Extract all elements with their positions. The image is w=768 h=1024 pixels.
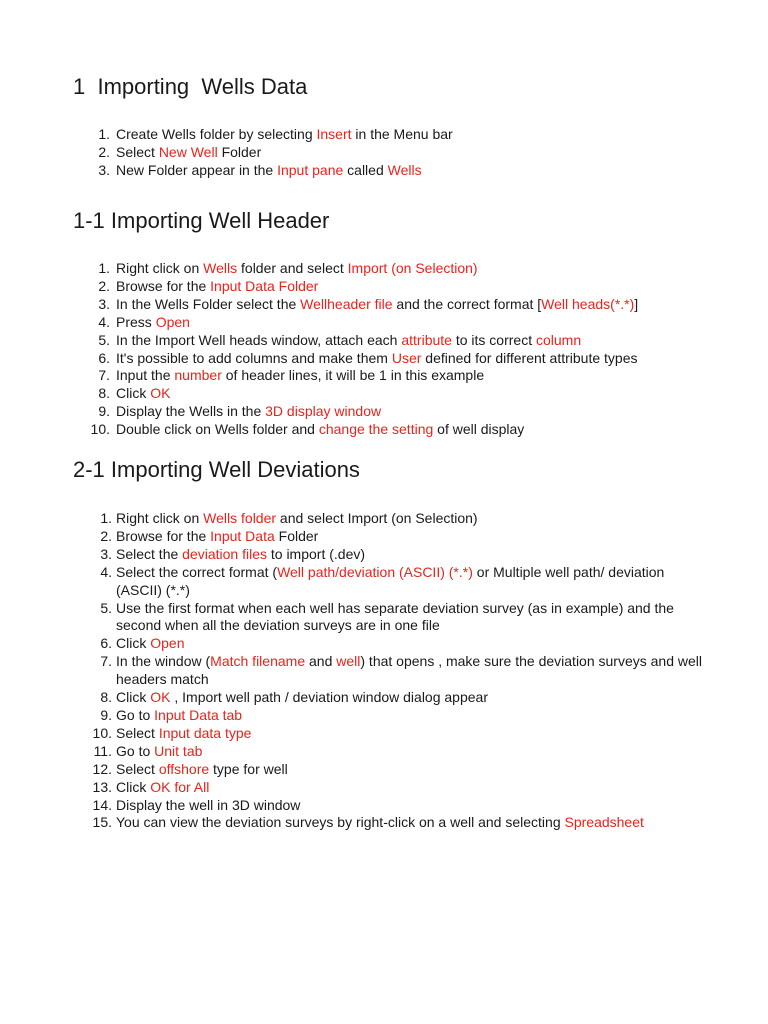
list-item-text	[116, 314, 190, 330]
highlighted-term: OK for All	[150, 778, 210, 795]
text-run: Input the	[116, 367, 175, 384]
list-item	[73, 564, 713, 600]
section-importing-well-header	[73, 208, 713, 438]
list-item-number: 2.	[98, 277, 110, 294]
text-run: called	[343, 161, 388, 178]
list-item	[73, 314, 638, 332]
highlighted-term: OK	[150, 689, 171, 706]
text-run: Display the Wells in the	[116, 403, 266, 420]
text-run: of header lines, it will be 1 in this example	[221, 367, 485, 384]
steps-list	[73, 510, 713, 832]
list-item-text	[116, 707, 242, 723]
list-item-number: 5.	[98, 331, 110, 348]
highlighted-term: Wellheader file	[300, 295, 393, 312]
text-run: ) that opens , make sure the deviation surveys and well headers match	[116, 653, 703, 688]
highlighted-term: Well heads(*.*)	[541, 295, 635, 312]
text-run: Press	[116, 313, 156, 330]
list-item	[73, 421, 638, 439]
highlighted-term: number	[174, 367, 222, 384]
text-run: Create Wells folder by selecting	[116, 126, 317, 142]
text-run: Select	[116, 724, 159, 741]
list-item-text	[116, 528, 318, 544]
highlighted-term: Open	[155, 313, 190, 330]
list-item	[73, 332, 638, 350]
text-run: and	[305, 653, 337, 670]
text-run: Select the	[116, 545, 183, 562]
list-item	[73, 707, 713, 725]
list-item	[73, 162, 453, 180]
highlighted-term: Insert	[316, 126, 352, 142]
list-item-text	[116, 367, 484, 383]
list-item	[73, 546, 713, 564]
list-item-number: 13.	[92, 778, 112, 795]
list-item-text	[116, 510, 478, 526]
text-run: type for well	[209, 760, 288, 777]
list-item-number: 6.	[98, 349, 110, 366]
text-run: In the Wells Folder select the	[116, 295, 301, 312]
list-item-number: 15.	[92, 814, 112, 831]
list-item	[73, 403, 638, 421]
steps-list	[73, 260, 638, 439]
list-item-number: 2.	[98, 143, 110, 160]
highlighted-term: Input pane	[277, 161, 344, 178]
text-run: Click	[116, 635, 151, 652]
steps-list	[73, 126, 453, 180]
highlighted-term: New Well	[158, 143, 218, 160]
list-item-text	[116, 546, 365, 562]
text-run: folder and select	[237, 260, 348, 276]
text-run: , Import well path / deviation window dialog appear	[170, 689, 488, 706]
highlighted-term: offshore	[158, 760, 210, 777]
list-item-number: 14.	[92, 796, 112, 813]
text-run: Folder	[274, 527, 319, 544]
highlighted-term: Match filename	[210, 653, 306, 670]
text-run: In the Import Well heads window, attach each	[116, 331, 402, 348]
text-run: Browse for the	[116, 277, 211, 294]
list-item-number: 9.	[98, 403, 110, 420]
text-run: Go to	[116, 706, 155, 723]
text-run: Folder	[217, 143, 262, 160]
text-run: Browse for the	[116, 527, 211, 544]
section-importing-well-deviations	[73, 457, 713, 831]
list-item	[73, 126, 453, 144]
list-item	[73, 367, 638, 385]
text-run: Select	[116, 143, 159, 160]
list-item	[73, 350, 638, 368]
text-run: to its correct	[451, 331, 536, 348]
text-run: Click	[116, 778, 151, 795]
list-item	[73, 653, 713, 689]
section-importing-wells-data	[73, 74, 713, 178]
text-run: In the window (	[116, 653, 211, 670]
list-item	[73, 385, 638, 403]
list-item-number: 12.	[92, 760, 112, 777]
list-item	[73, 635, 713, 653]
highlighted-term: Wells folder	[203, 510, 277, 526]
text-run: or Multiple well path/ deviation (ASCII) (*.*)	[116, 563, 665, 598]
list-item	[73, 144, 453, 162]
highlighted-term: Wells	[387, 161, 422, 178]
text-run: It's possible to add columns and make them	[116, 349, 392, 366]
list-item-text	[116, 797, 300, 813]
text-run: Right click on	[116, 510, 204, 526]
list-item-text	[116, 260, 478, 276]
highlighted-term: deviation files	[182, 545, 267, 562]
list-item-text	[116, 350, 638, 366]
list-item-number: 4.	[98, 313, 110, 330]
section-heading: 2-1 Importing Well Deviations	[73, 457, 360, 482]
list-item-number: 9.	[100, 706, 112, 723]
text-run: You can view the deviation surveys by right-click on a well and selecting	[116, 814, 565, 831]
highlighted-term: 3D display window	[265, 403, 382, 420]
list-item-text	[116, 332, 581, 348]
text-run: Click	[116, 689, 151, 706]
text-run: Right click on	[116, 260, 204, 276]
list-item-number: 10.	[90, 421, 110, 438]
list-item-number: 8.	[98, 385, 110, 402]
list-item-number: 8.	[100, 689, 112, 706]
list-item-text	[116, 144, 261, 160]
list-item-text	[116, 725, 251, 741]
list-item-text	[116, 278, 318, 294]
list-item-number: 5.	[100, 599, 112, 616]
list-item	[73, 600, 713, 636]
list-item-text	[116, 162, 422, 178]
list-item	[73, 761, 713, 779]
text-run: Go to	[116, 742, 155, 759]
list-item-text	[116, 385, 170, 401]
list-item-number: 3.	[100, 545, 112, 562]
highlighted-term: column	[535, 331, 582, 348]
text-run: Display the well in 3D window	[116, 796, 301, 813]
list-item	[73, 797, 713, 815]
list-item-number: 1.	[98, 126, 110, 142]
list-item-number: 2.	[100, 527, 112, 544]
text-run: to import (.dev)	[266, 545, 366, 562]
list-item	[73, 779, 713, 797]
list-item-text	[116, 743, 202, 759]
list-item-text	[116, 635, 184, 651]
list-item-text	[116, 779, 209, 795]
list-item-text	[116, 653, 702, 687]
section-heading: 1-1 Importing Well Header	[73, 208, 330, 233]
highlighted-term: Input Data tab	[154, 706, 243, 723]
highlighted-term: Wells	[203, 260, 238, 276]
list-item	[73, 743, 713, 761]
text-run: of well display	[433, 421, 525, 438]
list-item-number: 3.	[98, 161, 110, 178]
list-item-text	[116, 126, 453, 142]
list-item-text	[116, 689, 488, 705]
highlighted-term: User	[391, 349, 422, 366]
list-item-text	[116, 600, 674, 634]
highlighted-term: attribute	[401, 331, 452, 348]
list-item-text	[116, 814, 644, 830]
highlighted-term: Well path/deviation (ASCII) (*.*)	[277, 563, 473, 580]
text-run: ]	[634, 295, 639, 312]
list-item	[73, 725, 713, 743]
list-item-text	[116, 421, 524, 437]
list-item-number: 1.	[98, 260, 110, 276]
text-run: and the correct format [	[392, 295, 542, 312]
list-item-number: 10.	[92, 724, 112, 741]
list-item	[73, 296, 638, 314]
list-item-number: 1.	[100, 510, 112, 526]
text-run: Use the first format when each well has separate deviation survey (as in example) and the second when all the deviation surveys are in one file	[116, 599, 674, 634]
list-item-text	[116, 564, 664, 598]
list-item-text	[116, 296, 638, 312]
text-run: Double click on Wells folder and	[116, 421, 319, 438]
text-run: Click	[116, 385, 151, 402]
list-item-text	[116, 761, 288, 777]
list-item-text	[116, 403, 381, 419]
list-item	[73, 528, 713, 546]
highlighted-term: Open	[150, 635, 185, 652]
highlighted-term: Import (on Selection)	[347, 260, 478, 276]
highlighted-term: OK	[150, 385, 171, 402]
list-item	[73, 260, 638, 278]
text-run: Select the correct format (	[116, 563, 278, 580]
list-item-number: 3.	[98, 295, 110, 312]
list-item-number: 4.	[100, 563, 112, 580]
text-run: defined for different attribute types	[421, 349, 638, 366]
list-item-number: 7.	[100, 653, 112, 670]
text-run: and select Import (on Selection)	[276, 510, 478, 526]
text-run: in the Menu bar	[351, 126, 453, 142]
list-item	[73, 510, 713, 528]
highlighted-term: Input Data	[210, 527, 275, 544]
highlighted-term: Input Data Folder	[210, 277, 319, 294]
text-run: Select	[116, 760, 159, 777]
list-item	[73, 689, 713, 707]
list-item-number: 7.	[98, 367, 110, 384]
highlighted-term: Input data type	[158, 724, 252, 741]
list-item	[73, 278, 638, 296]
section-heading: 1 Importing Wells Data	[73, 74, 308, 99]
highlighted-term: Unit tab	[154, 742, 203, 759]
list-item	[73, 814, 713, 832]
highlighted-term: well	[336, 653, 361, 670]
list-item-number: 6.	[100, 635, 112, 652]
highlighted-term: Spreadsheet	[564, 814, 644, 831]
highlighted-term: change the setting	[318, 421, 434, 438]
list-item-number: 11.	[93, 742, 112, 759]
text-run: New Folder appear in the	[116, 161, 278, 178]
